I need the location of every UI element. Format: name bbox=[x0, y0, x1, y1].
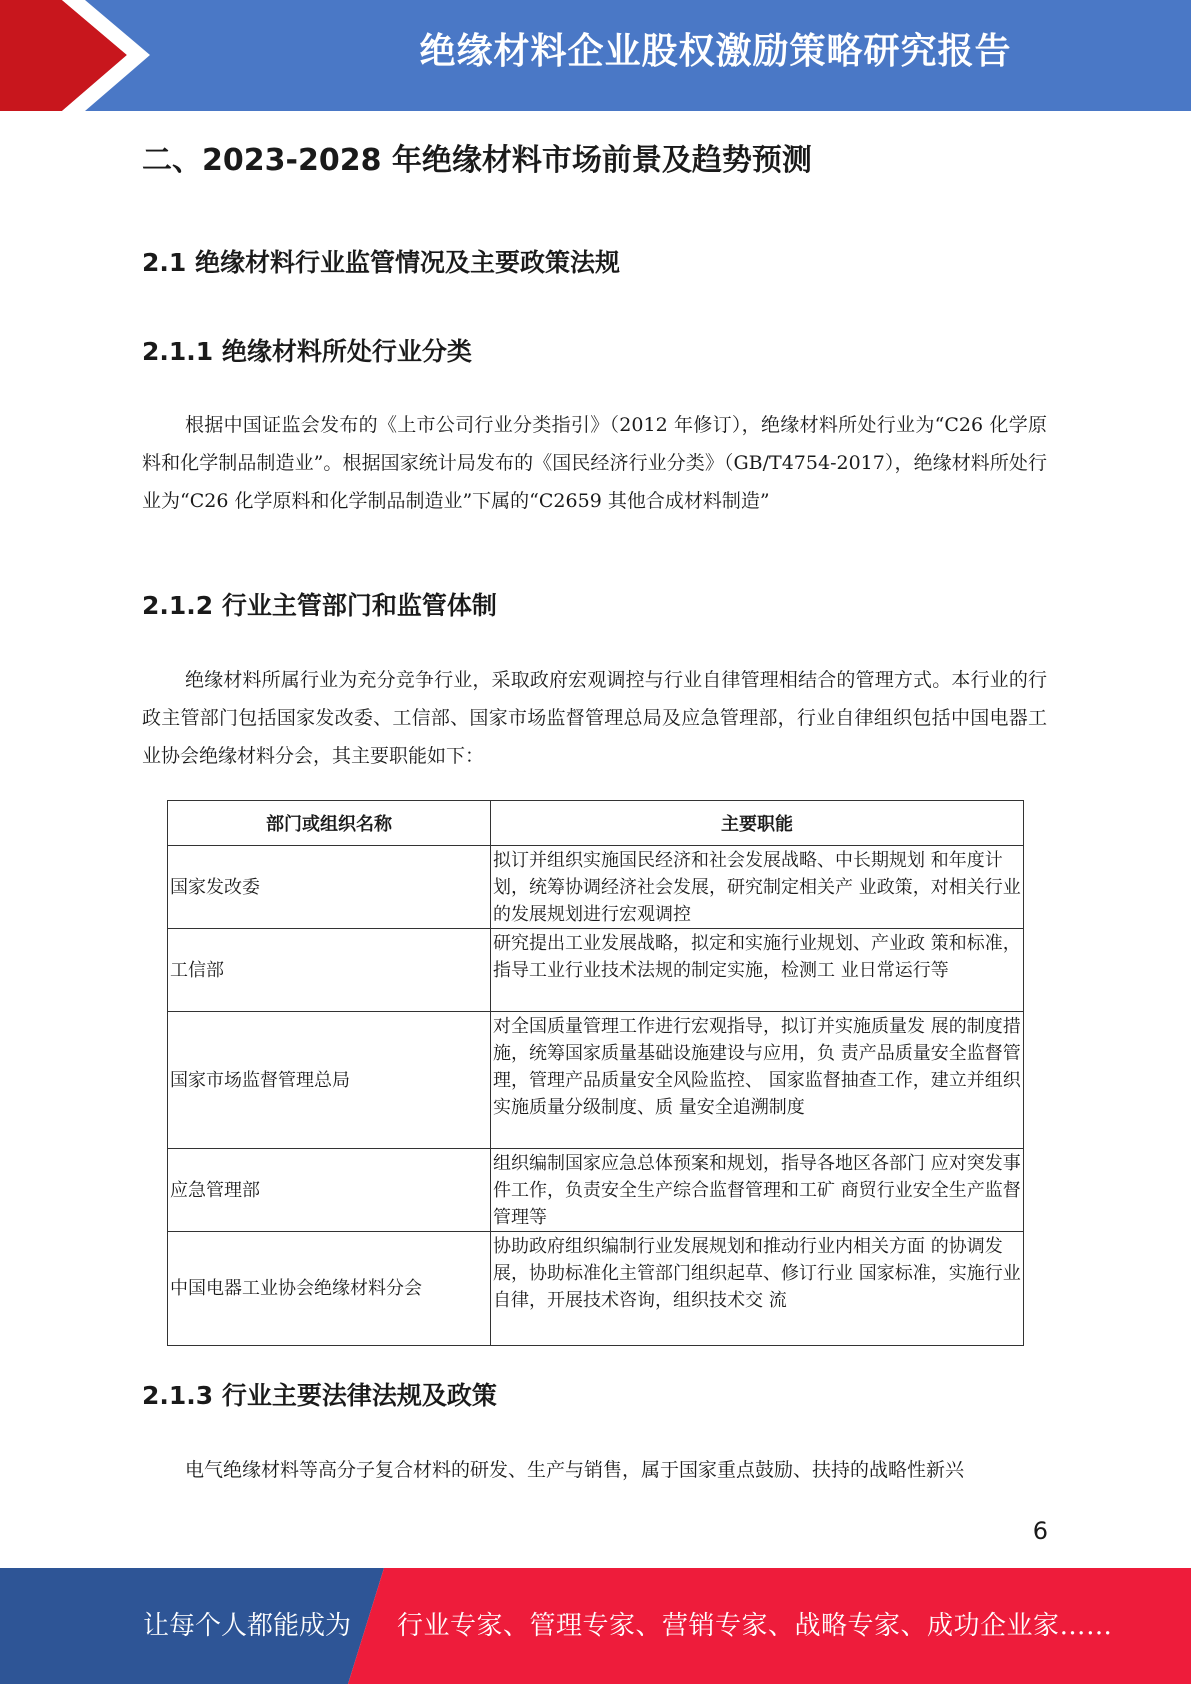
table-cell-name: 应急管理部 bbox=[168, 1149, 491, 1232]
regulatory-bodies-table bbox=[167, 800, 1024, 1346]
table-row bbox=[168, 1149, 1024, 1232]
table-header-name: 部门或组织名称 bbox=[168, 801, 491, 846]
subsection-2-1-2-title: 2.1.2 行业主管部门和监管体制 bbox=[142, 591, 497, 620]
table-cell-name: 中国电器工业协会绝缘材料分会 bbox=[168, 1232, 491, 1346]
table-header-duty: 主要职能 bbox=[491, 801, 1024, 846]
page-number: 6 bbox=[1032, 1517, 1048, 1545]
page-header bbox=[0, 0, 1191, 111]
subsection-2-1-3-title: 2.1.3 行业主要法律法规及政策 bbox=[142, 1381, 497, 1410]
table-cell-duty: 拟订并组织实施国民经济和社会发展战略、中长期规划 和年度计划，统筹协调经济社会发展，研究制定相关产 业政策，对相关行业的发展规划进行宏观调控 bbox=[491, 846, 1024, 929]
section-title: 二、2023-2028 年绝缘材料市场前景及趋势预测 bbox=[142, 143, 812, 178]
table-cell-name: 国家发改委 bbox=[168, 846, 491, 929]
industry-classification-paragraph: 根据中国证监会发布的《上市公司行业分类指引》（2012 年修订），绝缘材料所处行业为“C26 化学原料和化学制品制造业”。根据国家统计局发布的《国民经济行业分类》（GB/T4754-2017），绝缘材料所处行业为“C26 化学原料和化学制品制造业”下属的“C2659 其他合成材料制造” bbox=[142, 414, 1047, 512]
table-cell-duty: 组织编制国家应急总体预案和规划，指导各地区各部门 应对突发事件工作，负责安全生产综合监督管理和工矿 商贸行业安全生产监督管理等 bbox=[491, 1149, 1024, 1232]
table-row bbox=[168, 1232, 1024, 1346]
page-footer bbox=[0, 1568, 1191, 1684]
header-title: 绝缘材料企业股权激励策略研究报告 bbox=[419, 31, 1012, 72]
table-row bbox=[168, 1012, 1024, 1149]
regulatory-system-paragraph: 绝缘材料所属行业为充分竞争行业，采取政府宏观调控与行业自律管理相结合的管理方式。本行业的行政主管部门包括国家发改委、工信部、国家市场监督管理总局及应急管理部，行业自律组织包括中国电器工业协会绝缘材料分会，其主要职能如下： bbox=[142, 669, 1047, 767]
table-header-row bbox=[168, 801, 1024, 846]
table-cell-name: 国家市场监督管理总局 bbox=[168, 1012, 491, 1149]
footer-slogan-right: 行业专家、管理专家、营销专家、战略专家、成功企业家…… bbox=[397, 1611, 1113, 1641]
table-row bbox=[168, 846, 1024, 929]
subsection-2-1-1-title: 2.1.1 绝缘材料所处行业分类 bbox=[142, 337, 472, 366]
table-row bbox=[168, 929, 1024, 1012]
footer-slogan-left: 让每个人都能成为 bbox=[143, 1611, 352, 1641]
table-cell-name: 工信部 bbox=[168, 929, 491, 1012]
table-cell-duty: 对全国质量管理工作进行宏观指导，拟订并实施质量发 展的制度措施，统筹国家质量基础设施建设与应用，负 责产品质量安全监督管理，管理产品质量安全风险监控、 国家监督抽查工作，建立并组织实施质量分级制度、质 量安全追溯制度 bbox=[491, 1012, 1024, 1149]
table-cell-duty: 研究提出工业发展战略，拟定和实施行业规划、产业政 策和标准，指导工业行业技术法规的制定实施，检测工 业日常运行等 bbox=[491, 929, 1024, 1012]
table-cell-duty: 协助政府组织编制行业发展规划和推动行业内相关方面 的协调发展，协助标准化主管部门组织起草、修订行业 国家标准，实施行业自律，开展技术咨询，组织技术交 流 bbox=[491, 1232, 1024, 1346]
subsection-2-1-title: 2.1 绝缘材料行业监管情况及主要政策法规 bbox=[142, 248, 620, 277]
laws-policies-paragraph: 电气绝缘材料等高分子复合材料的研发、生产与销售，属于国家重点鼓励、扶持的战略性新兴 bbox=[185, 1459, 965, 1481]
